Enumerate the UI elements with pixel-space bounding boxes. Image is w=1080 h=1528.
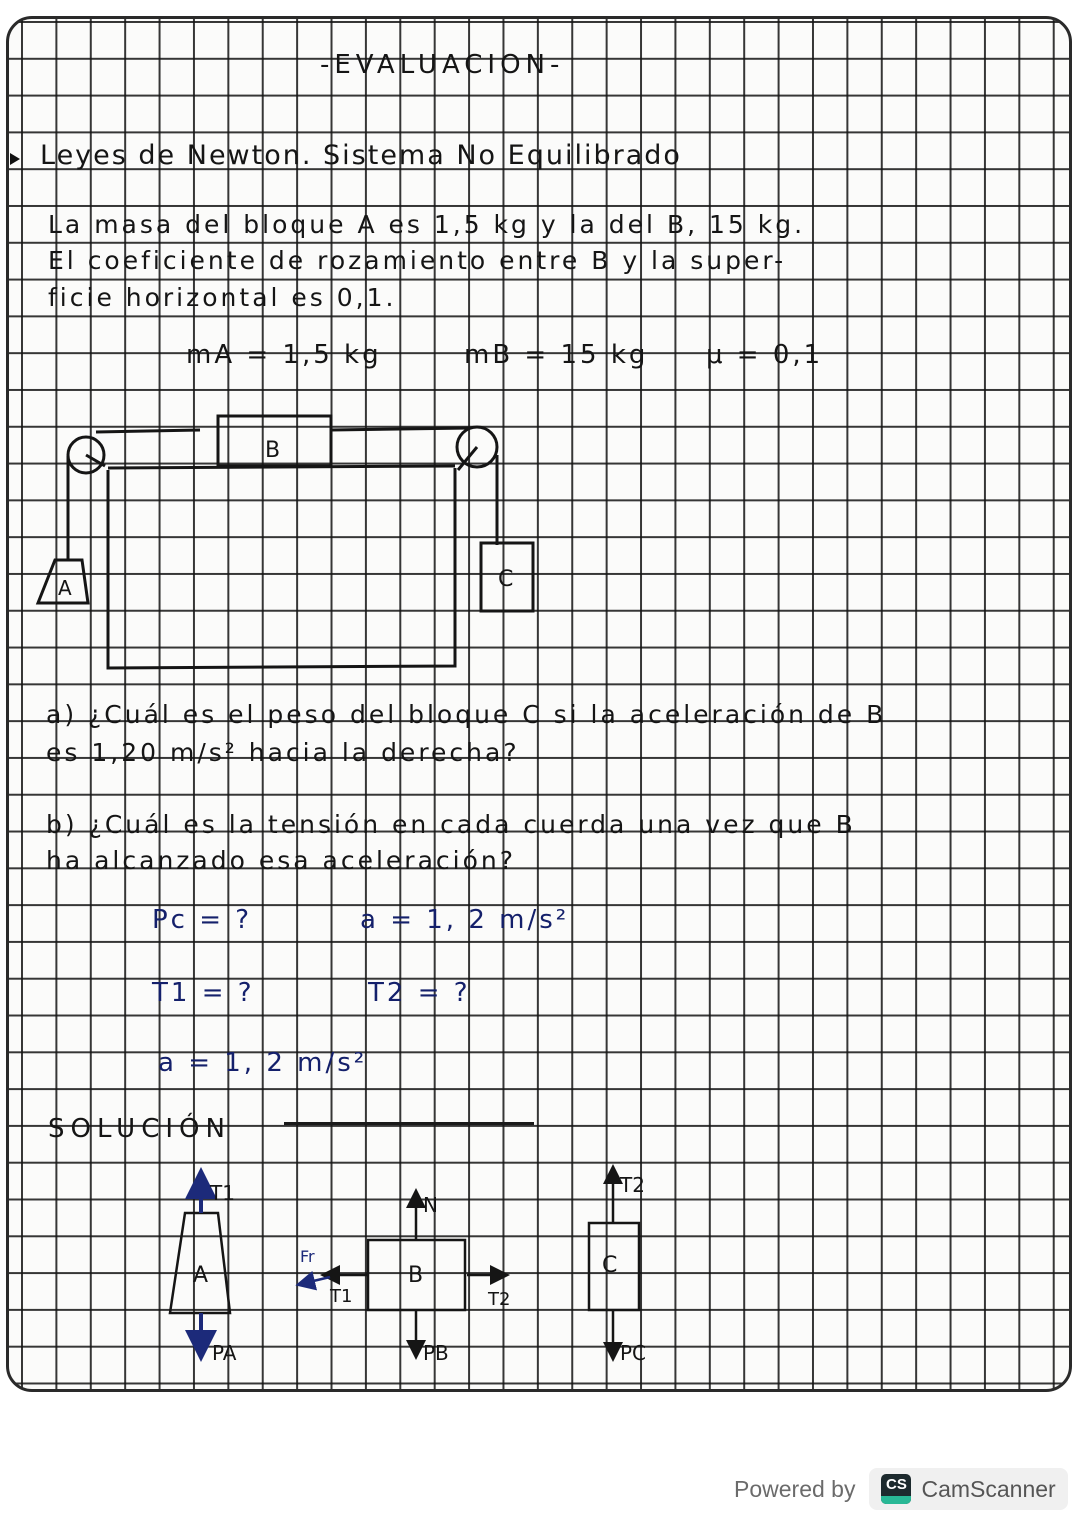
fbd-c-t2-label: T2 — [620, 1173, 645, 1197]
fbd-a-label: A — [193, 1263, 209, 1288]
fbd-b-fr-label: Fr — [300, 1247, 315, 1266]
statement-line-2: El coeficiente de rozamiento entre B y la super- — [48, 246, 787, 275]
statement-line-3: ficie horizontal es 0,1. — [48, 283, 397, 312]
question-b-line-1: b) ¿Cuál es la tensión en cada cuerda una vez que B — [46, 810, 856, 839]
unknown-tension-1: T1 = ? — [152, 978, 255, 1008]
solution-heading: SOLUCIÓN — [48, 1114, 231, 1144]
camscanner-logo-icon: CS — [881, 1474, 911, 1504]
topic-subtitle: Leyes de Newton. Sistema No Equilibrado — [40, 140, 682, 171]
camscanner-badge[interactable] — [869, 1468, 1067, 1510]
given-friction-coefficient: μ = 0,1 — [706, 340, 824, 370]
unknown-tension-2: T2 = ? — [368, 978, 471, 1008]
fbd-a-pa-label: PA — [212, 1341, 237, 1365]
fbd-a-t1-label: T1 — [210, 1181, 235, 1205]
fbd-b-n-label: N — [423, 1193, 438, 1217]
question-b-line-2: ha alcanzado esa aceleración? — [46, 846, 516, 875]
page-title: -EVALUACION- — [320, 50, 565, 80]
block-c-label: C — [498, 567, 514, 592]
acceleration-value: a = 1, 2 m/s² — [158, 1048, 368, 1078]
fbd-b-t1-label: T1 — [330, 1286, 353, 1307]
block-a-label: A — [58, 576, 72, 600]
question-a-line-2: es 1,20 m/s² hacia la derecha? — [46, 738, 520, 767]
block-b-label: B — [265, 438, 281, 463]
unknown-weight-c: Pc = ? — [152, 905, 253, 935]
acceleration-given: a = 1, 2 m/s² — [360, 905, 570, 935]
fbd-b-label: B — [408, 1263, 424, 1288]
given-mass-a: mA = 1,5 kg — [186, 340, 382, 370]
arrow-friction-left-icon — [305, 1277, 330, 1283]
powered-by-text: Powered by — [734, 1475, 856, 1502]
statement-line-1: La masa del bloque A es 1,5 kg y la del B, 15 kg. — [48, 210, 806, 239]
watermark-footer — [734, 1468, 1068, 1510]
fbd-c-pc-label: PC — [620, 1341, 647, 1365]
given-mass-b: mB = 15 kg — [464, 340, 649, 370]
camscanner-brand-name: CamScanner — [921, 1475, 1056, 1502]
fbd-b-t2-label: T2 — [488, 1289, 511, 1310]
fbd-c-label: C — [602, 1253, 618, 1278]
fbd-b-pb-label: PB — [423, 1341, 449, 1365]
question-a-line-1: a) ¿Cuál es el peso del bloque C si la aceleración de B — [46, 700, 887, 729]
